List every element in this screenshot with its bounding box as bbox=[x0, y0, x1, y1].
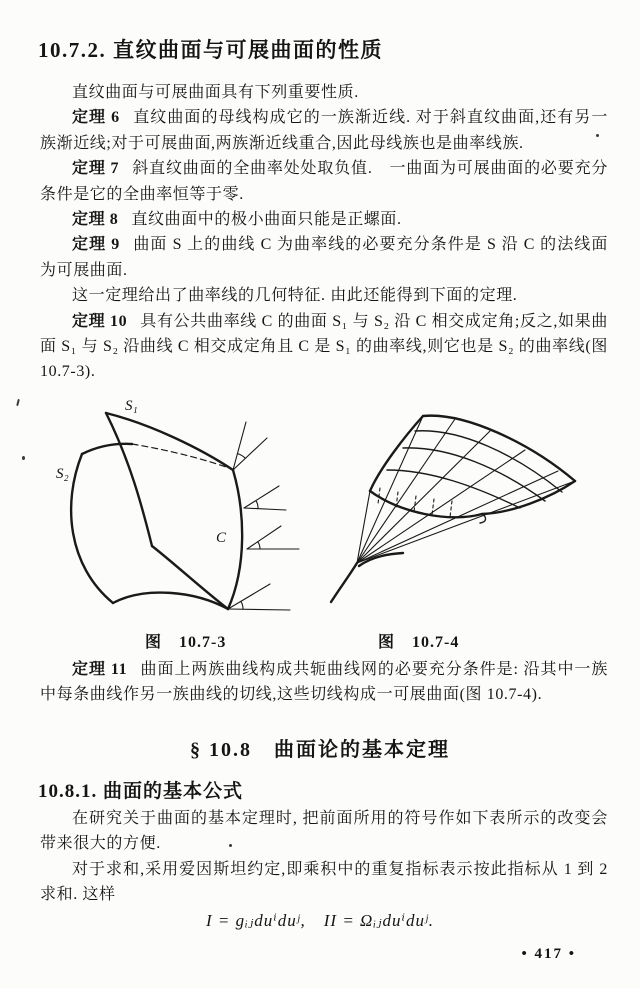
angle-arc bbox=[241, 601, 243, 609]
paragraph-geometry-note bbox=[40, 283, 608, 308]
theorem-7-label: 定理 7 bbox=[72, 160, 120, 178]
label-c: C bbox=[216, 530, 227, 546]
paragraph-research bbox=[40, 806, 608, 857]
normal-ray bbox=[244, 508, 286, 510]
body-text-lower bbox=[40, 806, 608, 908]
theorem-11 bbox=[40, 657, 608, 708]
hidden-tick bbox=[450, 501, 452, 517]
figure-10-7-4-caption: 图 10.7-4 bbox=[378, 634, 460, 651]
heading-10-8-1: 10.8.1. 曲面的基本公式 bbox=[38, 781, 244, 802]
theorem-10-label: 定理 10 bbox=[72, 312, 128, 330]
label-s2: S₂ bbox=[56, 466, 69, 482]
fundamental-forms-formula: I = gᵢⱼduⁱduʲ, II = Ωᵢⱼduⁱduʲ. bbox=[205, 911, 434, 930]
s2-left-edge bbox=[71, 454, 113, 603]
einstein-convention-text: 对于求和,采用爱因斯坦约定,即乘积中的重复指标表示按此指标从 1 到 2 求和. 这样 bbox=[40, 860, 608, 904]
hidden-edge-dashed bbox=[132, 444, 226, 467]
normal-ray bbox=[233, 422, 246, 470]
patch-top-edge bbox=[423, 416, 575, 481]
theorem-10-text: 具有公共曲率线 C 的曲面 S₁ 与 S₂ 沿 C 相交成定角;反之,如果曲面 S₁ 与 S₂ 沿曲线 C 相交成定角且 C 是 S₁ 的曲率线,则它也是 S₂ 的曲率线(图 10.7-3). bbox=[40, 312, 608, 381]
s1-inner-edge bbox=[106, 413, 152, 546]
normal-ray bbox=[247, 526, 281, 549]
label-s1: S₁ bbox=[125, 398, 138, 414]
theorem-11-text: 曲面上两族曲线构成共轭曲线网的必要充分条件是: 沿其中一族中每条曲线作另一族曲线的切线,这些切线构成一可展曲面(图 10.7-4). bbox=[40, 661, 608, 704]
theorem-8-label: 定理 8 bbox=[72, 211, 119, 229]
regression-tail bbox=[331, 563, 357, 602]
s1-top-edge bbox=[106, 413, 233, 470]
research-text: 在研究关于曲面的基本定理时, 把前面所用的符号作如下表所示的改变会带来很大的方便. bbox=[40, 810, 608, 853]
s1-bottom-edge bbox=[152, 546, 228, 609]
curve-c-edge bbox=[228, 470, 242, 609]
theorem-9-text: 曲面 S 上的曲线 C 为曲率线的必要充分条件是 S 沿 C 的法线面为可展曲面. bbox=[40, 236, 608, 279]
tangent-ray bbox=[357, 481, 575, 563]
patch-left-edge bbox=[370, 416, 423, 491]
theorem-8 bbox=[40, 207, 608, 232]
scan-speck bbox=[16, 399, 20, 406]
theorem-10 bbox=[40, 309, 608, 385]
scan-speck bbox=[229, 844, 232, 847]
scan-speck bbox=[596, 134, 599, 137]
theorem-7 bbox=[40, 156, 608, 207]
angle-arc bbox=[256, 501, 258, 509]
figure-10-7-4 bbox=[315, 386, 620, 626]
angle-arc bbox=[258, 542, 260, 549]
scan-speck bbox=[22, 456, 25, 460]
page-number: • 417 • bbox=[521, 946, 576, 962]
paragraph-einstein-convention bbox=[40, 857, 608, 908]
hidden-tick bbox=[432, 499, 434, 515]
geometry-note-text: 这一定理给出了曲率线的几何特征. 由此还能得到下面的定理. bbox=[72, 287, 518, 305]
theorem-6-text: 直纹曲面的母线构成它的一族渐近线. 对于斜直纹曲面,还有另一族渐近线;对于可展曲面,两族渐近线重合,因此母线族也是曲率线族. bbox=[40, 109, 608, 152]
intro-text: 直纹曲面与可展曲面具有下列重要性质. bbox=[72, 84, 359, 101]
heading-10-7-2: 10.7.2. 直纹曲面与可展曲面的性质 bbox=[38, 38, 383, 62]
normal-ray bbox=[244, 486, 279, 508]
figure-10-7-3-drawing bbox=[28, 386, 313, 626]
theorem-6-label: 定理 6 bbox=[72, 109, 120, 127]
body-text-upper bbox=[40, 80, 608, 385]
theorem-8-text: 直纹曲面中的极小曲面只能是正螺面. bbox=[131, 211, 402, 229]
theorem-9-label: 定理 9 bbox=[72, 236, 120, 254]
theorem-11-label: 定理 11 bbox=[72, 661, 128, 678]
body-text-theorem-11 bbox=[40, 657, 608, 708]
heading-10-8: § 10.8 曲面论的基本定理 bbox=[190, 739, 450, 761]
figure-10-7-3 bbox=[28, 386, 313, 626]
figure-10-7-3-caption: 图 10.7-3 bbox=[145, 634, 227, 651]
angle-arc bbox=[237, 454, 245, 459]
normal-ray bbox=[228, 609, 290, 610]
theorem-7-text: 斜直纹曲面的全曲率处处取负值. 一曲面为可展曲面的必要充分条件是它的全曲率恒等于零. bbox=[40, 160, 608, 203]
theorem-9 bbox=[40, 232, 608, 283]
theorem-6 bbox=[40, 105, 608, 156]
figure-10-7-4-drawing bbox=[315, 386, 620, 626]
paragraph-intro bbox=[40, 80, 608, 105]
